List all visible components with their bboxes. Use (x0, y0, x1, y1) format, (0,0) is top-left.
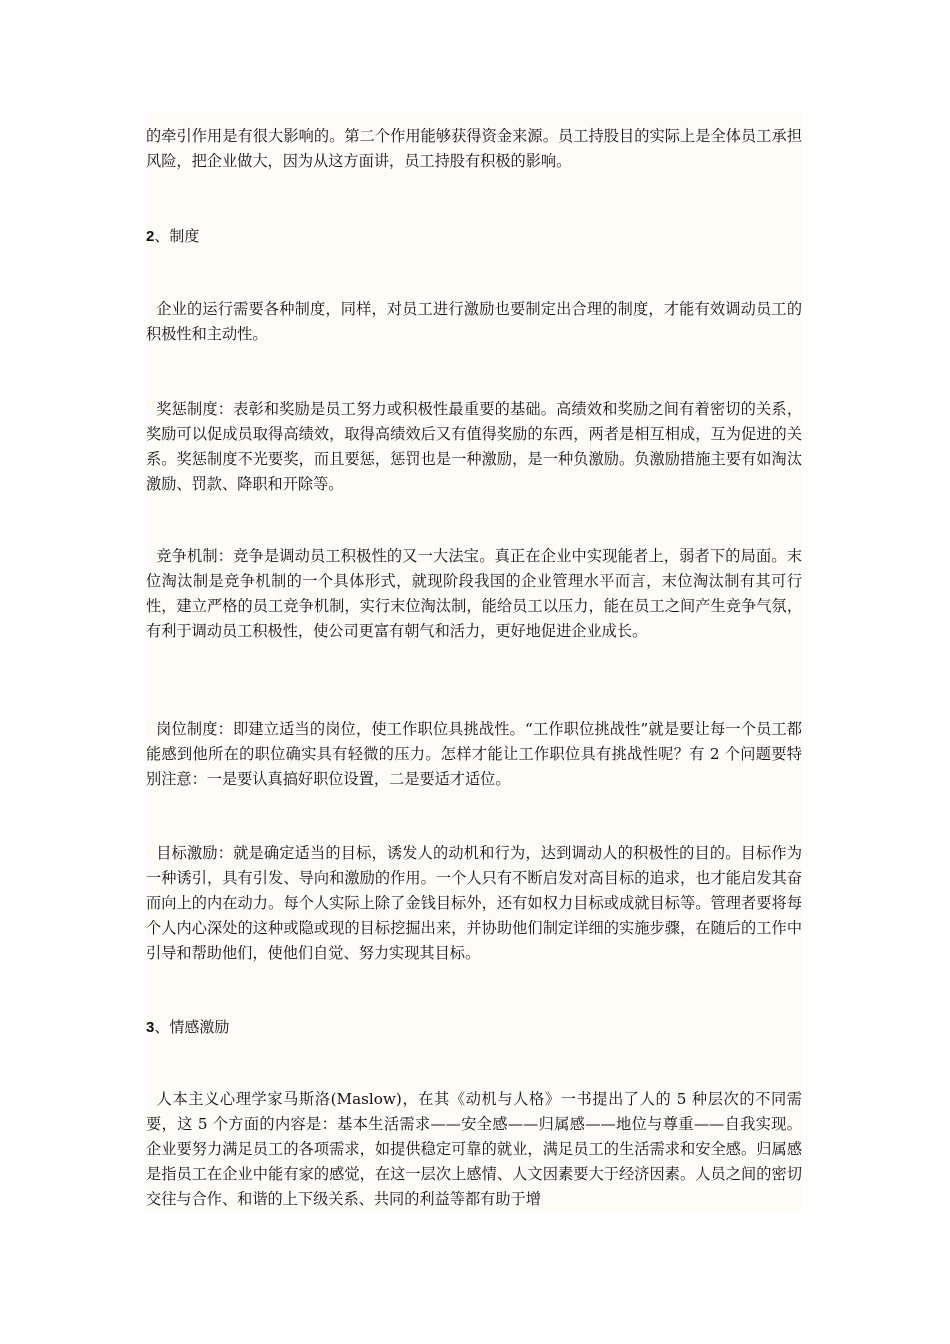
section-heading-2 (146, 224, 199, 249)
paragraph-text: 竞争机制：竞争是调动员工积极性的又一大法宝。真正在企业中实现能者上，弱者下的局面。末位淘汰制是竞争机制的一个具体形式，就现阶段我国的企业管理水平而言，末位淘汰制有其可行性，建立严格的员工竞争机制，实行末位淘汰制，能给员工以压力，能在员工之间产生竞争气氛，有利于调动员工积极性，使公司更富有朝气和活力，更好地促进企业成长。 (146, 547, 802, 640)
section-number: 3 (146, 1019, 155, 1036)
section-title: 、情感激励 (154, 1018, 230, 1036)
paragraph-goal-motivation (146, 841, 802, 966)
document-body (146, 112, 802, 1212)
paragraph-reward-punishment (146, 397, 802, 497)
section-number: 2 (146, 228, 155, 245)
paragraph-text: 目标激励：就是确定适当的目标，诱发人的动机和行为，达到调动人的积极性的目的。目标作为一种诱引，具有引发、导向和激励的作用。一个人只有不断启发对高目标的追求，也才能启发其奋而向上的内在动力。每个人实际上除了金钱目标外，还有如权力目标或成就目标等。管理者要将每个人内心深处的这种或隐或现的目标挖掘出来，并协助他们制定详细的实施步骤，在随后的工作中引导和帮助他们，使他们自觉、努力实现其目标。 (146, 844, 802, 962)
section-heading-3 (146, 1015, 229, 1040)
section-title: 、制度 (154, 227, 200, 245)
paragraph-position-system (146, 717, 802, 792)
paragraph-system-intro (146, 297, 802, 347)
paragraph-competition (146, 544, 802, 644)
paragraph-continuation: 的牵引作用是有很大影响的。第二个作用能够获得资金来源。员工持股目的实际上是全体员工承担风险，把企业做大，因为从这方面讲，员工持股有积极的影响。 (146, 127, 802, 170)
paragraph-maslow (146, 1087, 802, 1212)
paragraph-text: 奖惩制度：表彰和奖励是员工努力或积极性最重要的基础。高绩效和奖励之间有着密切的关系，奖励可以促成员取得高绩效，取得高绩效后又有值得奖励的东西，两者是相互相成，互为促进的关系。奖惩制度不光要奖，而且要惩，惩罚也是一种激励，是一种负激励。负激励措施主要有如淘汰激励、罚款、降职和开除等。 (146, 400, 802, 493)
paragraph-text: 企业的运行需要各种制度，同样，对员工进行激励也要制定出合理的制度，才能有效调动员工的积极性和主动性。 (146, 300, 802, 343)
paragraph-text: 岗位制度：即建立适当的岗位，使工作职位具挑战性。“工作职位挑战性”就是要让每一个员工都能感到他所在的职位确实具有轻微的压力。怎样才能让工作职位具有挑战性呢？有 2 个问题要特别注意：一是要认真搞好职位设置，二是要适才适位。 (146, 720, 802, 788)
paragraph-text: 人本主义心理学家马斯洛(Maslow)，在其《动机与人格》一书提出了人的 5 种层次的不同需要，这 5 个方面的内容是：基本生活需求——安全感——归属感——地位与尊重——自我实现。企业要努力满足员工的各项需求，如提供稳定可靠的就业，满足员工的生活需求和安全感。归属感是指员工在企业中能有家的感觉，在这一层次上感情、人文因素要大于经济因素。人员之间的密切交往与合作、和谐的上下级关系、共同的利益等都有助于增 (146, 1090, 802, 1208)
